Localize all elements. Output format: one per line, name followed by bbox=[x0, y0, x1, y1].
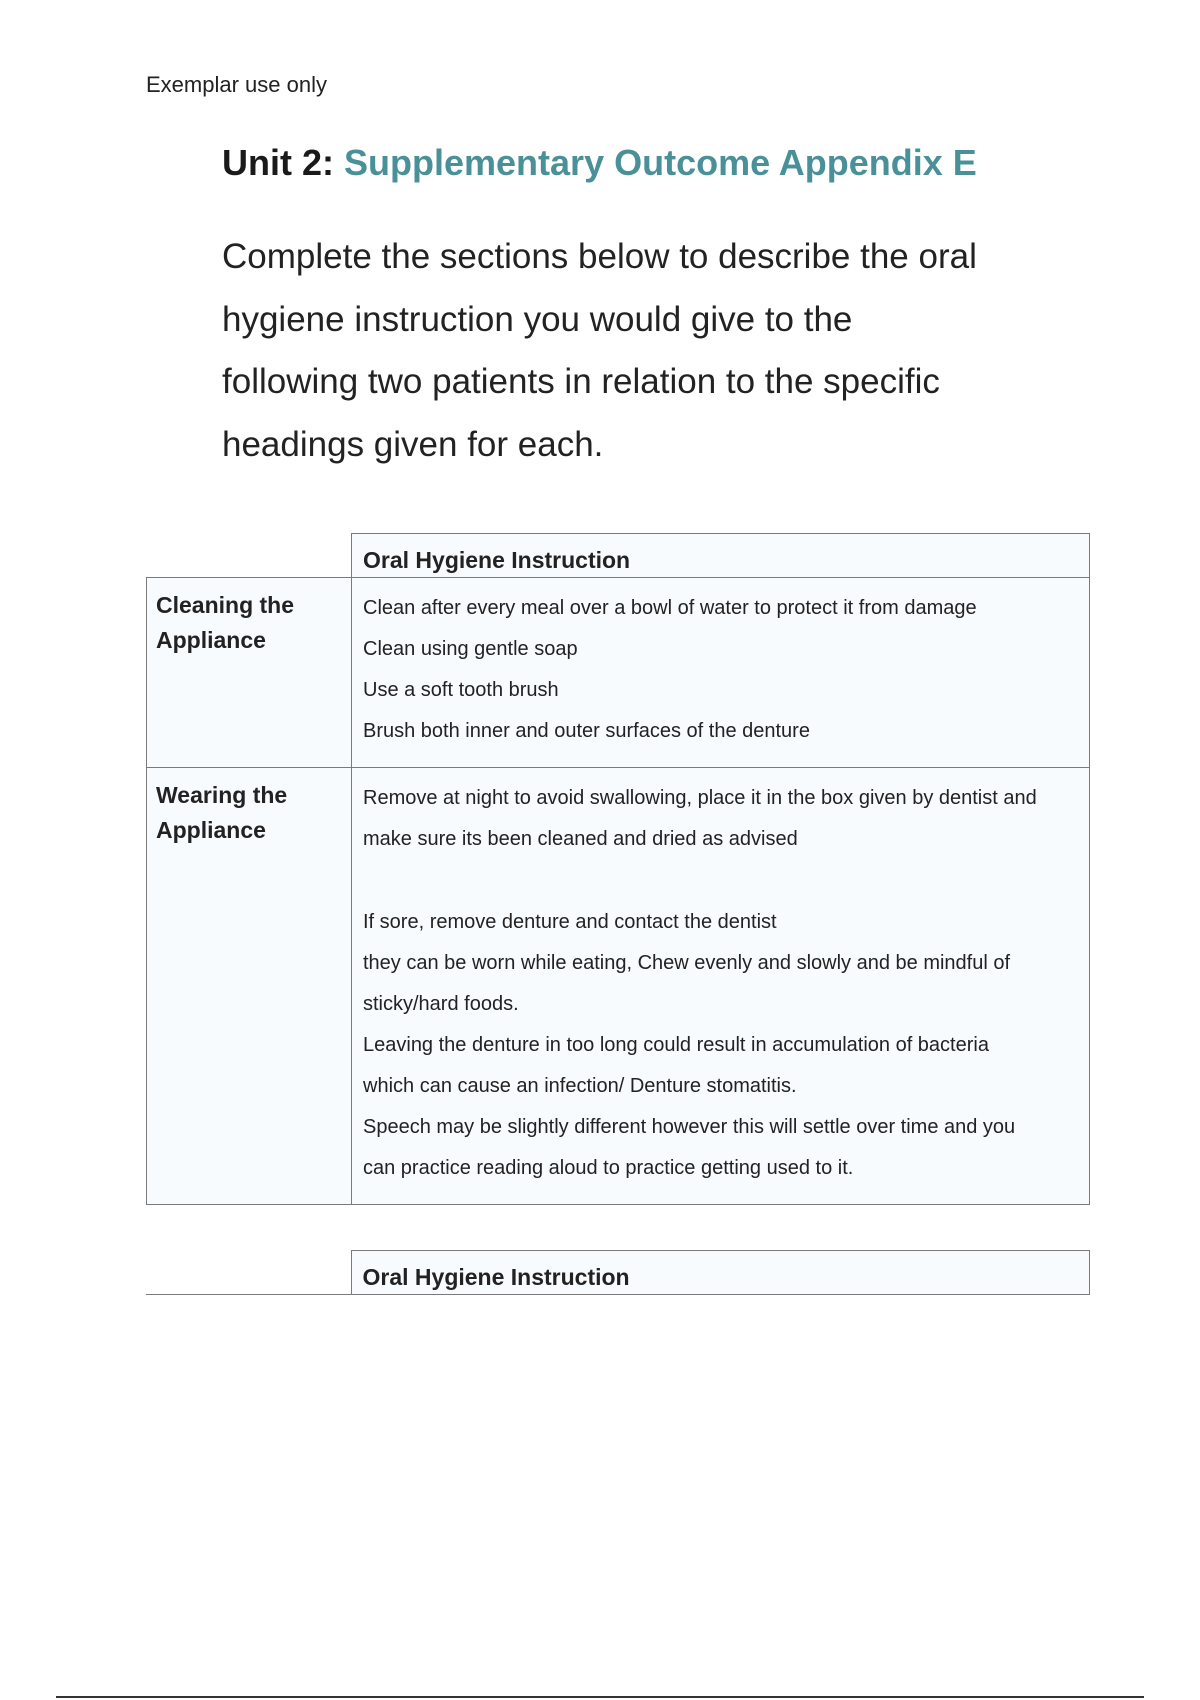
instructions-paragraph bbox=[222, 226, 1042, 476]
empty-header-cell bbox=[147, 534, 352, 578]
row-label-line: Appliance bbox=[156, 817, 266, 843]
empty-header-cell bbox=[146, 1251, 351, 1295]
instruction-text: can practice reading aloud to practice getting used to it. bbox=[363, 1157, 854, 1179]
row-label-cell bbox=[147, 578, 352, 768]
table-header: Oral Hygiene Instruction bbox=[362, 1264, 630, 1290]
instruction-text: they can be worn while eating, Chew evenly and slowly and be mindful of bbox=[363, 952, 1011, 974]
row-content-cell bbox=[352, 578, 1090, 768]
title-accent: Supplementary Outcome Appendix E bbox=[344, 142, 977, 183]
instruction-text: Speech may be slightly different however this will settle over time and you bbox=[363, 1116, 1016, 1138]
instruction-text: Leaving the denture in too long could result in accumulation of bacteria bbox=[363, 1034, 989, 1056]
instruction-text: which can cause an infection/ Denture stomatitis. bbox=[363, 1075, 797, 1097]
row-label-line: Wearing the bbox=[156, 782, 288, 808]
row-label-cleaning bbox=[147, 578, 351, 658]
table-header-row bbox=[146, 1251, 1089, 1295]
instruction-text: make sure its been cleaned and dried as advised bbox=[363, 828, 798, 850]
page-title bbox=[222, 142, 977, 184]
instruction-line: following two patients in relation to the specific bbox=[222, 362, 940, 401]
title-prefix: Unit 2: bbox=[222, 142, 334, 183]
cleaning-instructions bbox=[352, 578, 1089, 762]
instruction-line: Complete the sections below to describe the oral bbox=[222, 237, 977, 276]
instruction-table-2 bbox=[146, 1250, 1090, 1295]
table-row bbox=[147, 578, 1090, 768]
instruction-table-1 bbox=[146, 533, 1090, 1205]
instruction-text: Use a soft tooth brush bbox=[363, 679, 559, 701]
instruction-text: Clean after every meal over a bowl of water to protect it from damage bbox=[363, 597, 977, 619]
instruction-line: hygiene instruction you would give to the bbox=[222, 299, 853, 339]
row-label-cell bbox=[147, 768, 352, 1205]
row-label-wearing bbox=[147, 768, 351, 848]
wearing-instructions bbox=[352, 768, 1089, 1199]
table-header-row bbox=[147, 534, 1090, 578]
instruction-text: Brush both inner and outer surfaces of the denture bbox=[363, 720, 810, 742]
watermark-text: Exemplar use only bbox=[146, 72, 327, 97]
blank-line bbox=[363, 860, 1081, 902]
instruction-text: Clean using gentle soap bbox=[363, 638, 578, 660]
table-header: Oral Hygiene Instruction bbox=[363, 547, 631, 573]
instruction-text: sticky/hard foods. bbox=[363, 993, 519, 1015]
footer-divider bbox=[56, 1696, 1144, 1698]
instruction-text: Remove at night to avoid swallowing, place it in the box given by dentist and bbox=[363, 787, 1037, 809]
table-header-cell bbox=[351, 1251, 1089, 1295]
row-label-line: Cleaning the bbox=[156, 592, 295, 618]
instruction-line: headings given for each. bbox=[222, 424, 604, 464]
row-label-line: Appliance bbox=[156, 627, 266, 653]
instruction-text: If sore, remove denture and contact the dentist bbox=[363, 911, 777, 933]
row-content-cell bbox=[352, 768, 1090, 1205]
table-row bbox=[147, 768, 1090, 1205]
table-header-cell bbox=[352, 534, 1090, 578]
